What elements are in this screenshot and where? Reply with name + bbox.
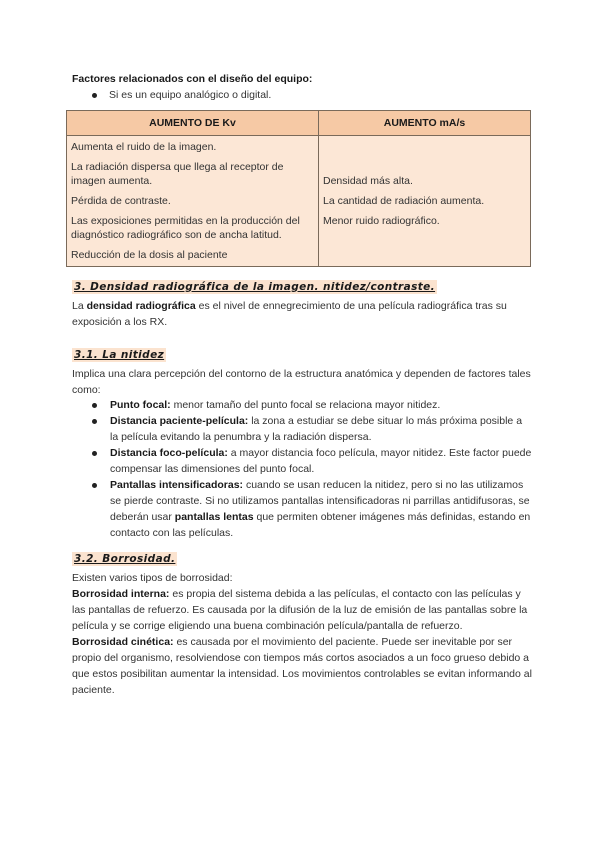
kv-effect-item: La radiación dispersa que llega al receptor de imagen aumenta. <box>71 161 284 187</box>
kv-effects-cell <box>67 136 319 267</box>
section-3-2-heading: 3.2. Borrosidad. <box>74 553 176 565</box>
kv-effect-item: Reducción de la dosis al paciente <box>71 249 228 261</box>
interna-text: es propia del sistema debida a las películas, el contacto con las películas y las pantallas de refuerzo. Es causada por la difusión de la luz de emisión de las pantallas sobre la película y se corrige eligiendo una buena combinación película/pantalla de refuerzo. <box>72 588 528 632</box>
section-3-lead: La <box>72 300 87 312</box>
section-3-1-heading: 3.1. La nitidez <box>74 349 165 361</box>
factor-term: Distancia foco-película: <box>110 447 228 459</box>
bullet-dot-icon <box>92 93 97 98</box>
cinetica-term: Borrosidad cinética: <box>72 636 174 648</box>
interna-term: Borrosidad interna: <box>72 588 170 600</box>
factor-text-2: que permiten obtener imágenes más definidas, estando en contacto con las películas. <box>110 511 531 539</box>
equipment-bullet-text: Si es un equipo analógico o digital. <box>109 89 272 101</box>
factor-text: cuando se usan reducen la nitidez, pero si no las utilizamos se pierde contraste. Si no utilizamos pantallas intensificadoras ni parrillas antidifusoras, se deberán usar <box>110 479 530 523</box>
list-item <box>92 397 532 413</box>
section-3-2-intro: Existen varios tipos de borrosidad: <box>72 572 233 584</box>
kv-mas-comparison-table <box>66 110 531 267</box>
factor-term: Punto focal: <box>110 399 171 411</box>
mas-effects-cell <box>319 136 531 267</box>
list-item <box>92 445 532 477</box>
equipment-factors-title: Factores relacionados con el diseño del equipo: <box>72 73 313 85</box>
borrosidad-interna <box>72 586 532 634</box>
factor-text: la zona a estudiar se debe situar lo más próxima posible a la película evitando la penumbra y la radiación dispersa. <box>110 415 523 443</box>
borrosidad-cinetica <box>72 634 532 698</box>
kv-effect-item: Las exposiciones permitidas en la producción del diagnóstico radiográfico son de ancha latitud. <box>71 215 300 241</box>
section-3-heading: 3. Densidad radiográfica de la imagen. nitidez/contraste. <box>74 281 436 293</box>
section-3-bold-term: densidad radiográfica <box>86 300 196 312</box>
section-3-rest: es el nivel de ennegrecimiento de una película radiográfica tras su exposición a los RX. <box>72 300 507 328</box>
nitidez-factor-list <box>92 397 532 541</box>
section-3-1-intro: Implica una clara percepción del contorno de la estructura anatómica y dependen de factores tales como: <box>72 368 531 396</box>
list-item <box>92 413 532 445</box>
table-header-row <box>67 111 531 136</box>
section-3-paragraph <box>72 298 532 330</box>
factor-text: menor tamaño del punto focal se relaciona mayor nitidez. <box>170 399 441 411</box>
cinetica-text: es causada por el movimiento del paciente. Puede ser inevitable por ser propio del organismo, resolviendose con tiempos más cortos asociados a un foco grueso debido a que estos posibilitan aumentar la intensidad. Los movimientos controlables se evitan informando al paciente. <box>72 636 532 696</box>
mas-effect-item: Densidad más alta. <box>323 175 413 187</box>
section-3-2-paragraph <box>72 570 532 698</box>
mas-effect-item: Menor ruido radiográfico. <box>323 215 440 227</box>
kv-effect-item: Pérdida de contraste. <box>71 195 171 207</box>
mas-effect-item: La cantidad de radiación aumenta. <box>323 195 485 207</box>
factor-text: a mayor distancia foco película, mayor nitidez. Este factor puede compensar las dimensiones del punto focal. <box>110 447 532 475</box>
factor-term: Pantallas intensificadoras: <box>110 479 244 491</box>
factor-term-2: pantallas lentas <box>174 511 254 523</box>
factor-term: Distancia paciente-película: <box>110 415 249 427</box>
table-header-mas: AUMENTO mA/s <box>319 111 531 136</box>
table-row <box>67 136 531 267</box>
list-item <box>92 477 532 541</box>
table-header-kv: AUMENTO DE Kv <box>67 111 319 136</box>
kv-effect-item: Aumenta el ruido de la imagen. <box>71 141 217 153</box>
